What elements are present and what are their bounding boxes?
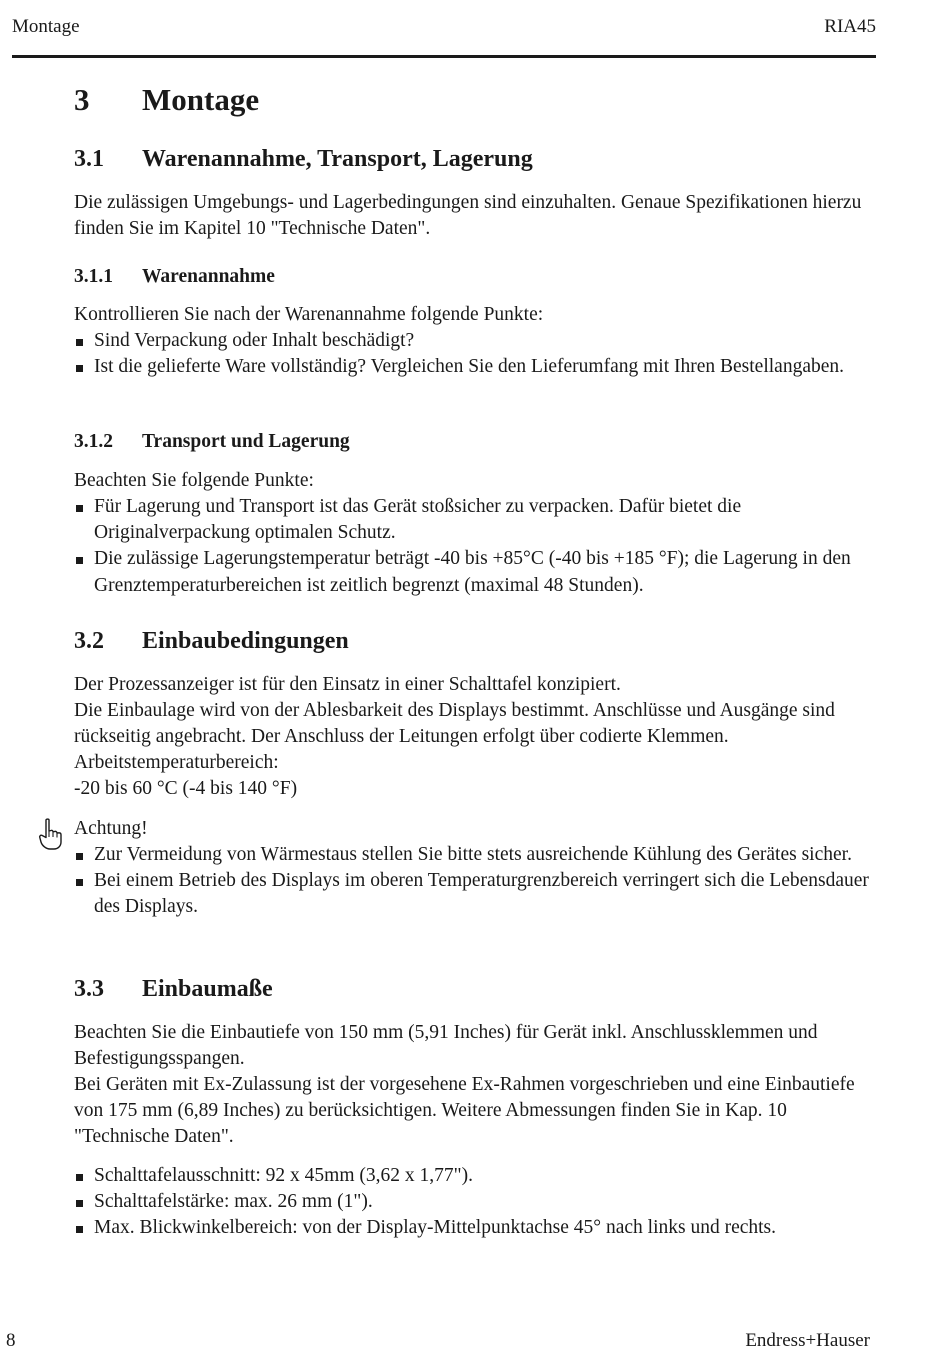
section-3-1-2-number: 3.1.2 [74, 431, 113, 452]
section-3-3-list [74, 1163, 876, 1242]
section-3-3-paragraph-1: Beachten Sie die Einbautiefe von 150 mm (5,91 Inches) für Gerät inkl. Anschlussklemmen und Befestigungsspangen. [74, 1022, 818, 1070]
section-3-1-paragraph: Die zulässigen Umgebungs- und Lagerbedingungen sind einzuhalten. Genaue Spezifikationen hierzu finden Sie im Kapitel 10 "Technische Daten". [74, 192, 862, 240]
caution-list [74, 842, 876, 921]
section-3-3-number: 3.3 [74, 976, 104, 1002]
section-3-3-heading [74, 976, 273, 1003]
list-item [74, 354, 876, 380]
list-item-text: Für Lagerung und Transport ist das Gerät stoßsicher zu verpacken. Dafür bietet die Originalverpackung optimalen Schutz. [94, 496, 742, 544]
list-item-text: Bei einem Betrieb des Displays im oberen Temperaturgrenzbereich verringert sich die Lebensdauer des Displays. [94, 870, 869, 918]
section-3-1-number: 3.1 [74, 146, 104, 172]
list-item [74, 1215, 876, 1241]
brand-name: Endress+Hauser [745, 1330, 870, 1351]
section-3-1-1-list [74, 328, 876, 380]
section-3-2-line-1: Der Prozessanzeiger ist für den Einsatz in einer Schalttafel konzipiert. [74, 674, 621, 695]
list-item-text: Sind Verpackung oder Inhalt beschädigt? [94, 330, 415, 351]
page-number: 8 [6, 1330, 16, 1351]
section-3-2-temperature-range: -20 bis 60 °C (-4 bis 140 °F) [74, 778, 298, 799]
section-3-1-heading [74, 146, 533, 173]
list-item-text: Die zulässige Lagerungstemperatur beträgt -40 bis +85°C (-40 bis +185 °F); die Lagerung in den Grenztemperaturbereichen ist zeitlich begrenzt (maximal 48 Stunden). [94, 548, 851, 596]
list-item [74, 842, 876, 868]
section-3-2-line-2: Die Einbaulage wird von der Ablesbarkeit des Displays bestimmt. Anschlüsse und Ausgänge sind rückseitig angebracht. Der Anschluss der Leitungen erfolgt über codierte Klemmen. [74, 700, 835, 748]
section-3-1-2-intro: Beachten Sie folgende Punkte: [74, 470, 314, 491]
section-3-1-2-heading [74, 431, 350, 453]
list-item-text: Schalttafelstärke: max. 26 mm (1"). [94, 1191, 373, 1213]
pointing-hand-icon [38, 818, 64, 850]
list-item-text: Ist die gelieferte Ware vollständig? Vergleichen Sie den Lieferumfang mit Ihren Bestellangaben. [94, 356, 844, 378]
list-item-text: Zur Vermeidung von Wärmestaus stellen Sie bitte stets ausreichende Kühlung des Gerätes sicher. [94, 844, 852, 865]
list-item [74, 328, 876, 354]
list-item-text: Schalttafelausschnitt: 92 x 45mm (3,62 x 1,77"). [94, 1165, 473, 1186]
section-3-2-line-3: Arbeitstemperaturbereich: [74, 752, 279, 773]
section-3-2-number: 3.2 [74, 628, 104, 654]
section-3-1-1-heading [74, 266, 275, 288]
section-3-3-title: Einbaumaße [142, 976, 273, 1002]
running-header-product: RIA45 [824, 16, 876, 37]
list-item [74, 1189, 876, 1215]
list-item [74, 546, 876, 598]
chapter-heading [74, 82, 259, 118]
section-3-1-1-number: 3.1.1 [74, 266, 113, 287]
list-item [74, 494, 876, 546]
chapter-number: 3 [74, 82, 90, 117]
list-item [74, 868, 876, 920]
section-3-2-heading [74, 628, 349, 655]
section-3-3-paragraph-2: Bei Geräten mit Ex-Zulassung ist der vorgesehene Ex-Rahmen vorgeschrieben und eine Einbautiefe von 175 mm (6,89 Inches) zu berücksichtigen. Weitere Abmessungen finden Sie in Kap. 10 "Technische Daten". [74, 1074, 855, 1148]
caution-label: Achtung! [74, 818, 148, 839]
section-3-2-title: Einbaubedingungen [142, 628, 349, 654]
header-rule [12, 55, 876, 58]
section-3-1-1-intro: Kontrollieren Sie nach der Warenannahme folgende Punkte: [74, 304, 544, 325]
running-header-section: Montage [12, 16, 80, 37]
section-3-1-2-list [74, 494, 876, 599]
section-3-1-1-title: Warenannahme [142, 266, 275, 287]
list-item-text: Max. Blickwinkelbereich: von der Display-Mittelpunktachse 45° nach links und rechts. [94, 1217, 777, 1239]
list-item [74, 1163, 876, 1189]
section-3-1-title: Warenannahme, Transport, Lagerung [142, 146, 533, 172]
section-3-1-2-title: Transport und Lagerung [142, 431, 350, 452]
chapter-title: Montage [142, 82, 260, 117]
